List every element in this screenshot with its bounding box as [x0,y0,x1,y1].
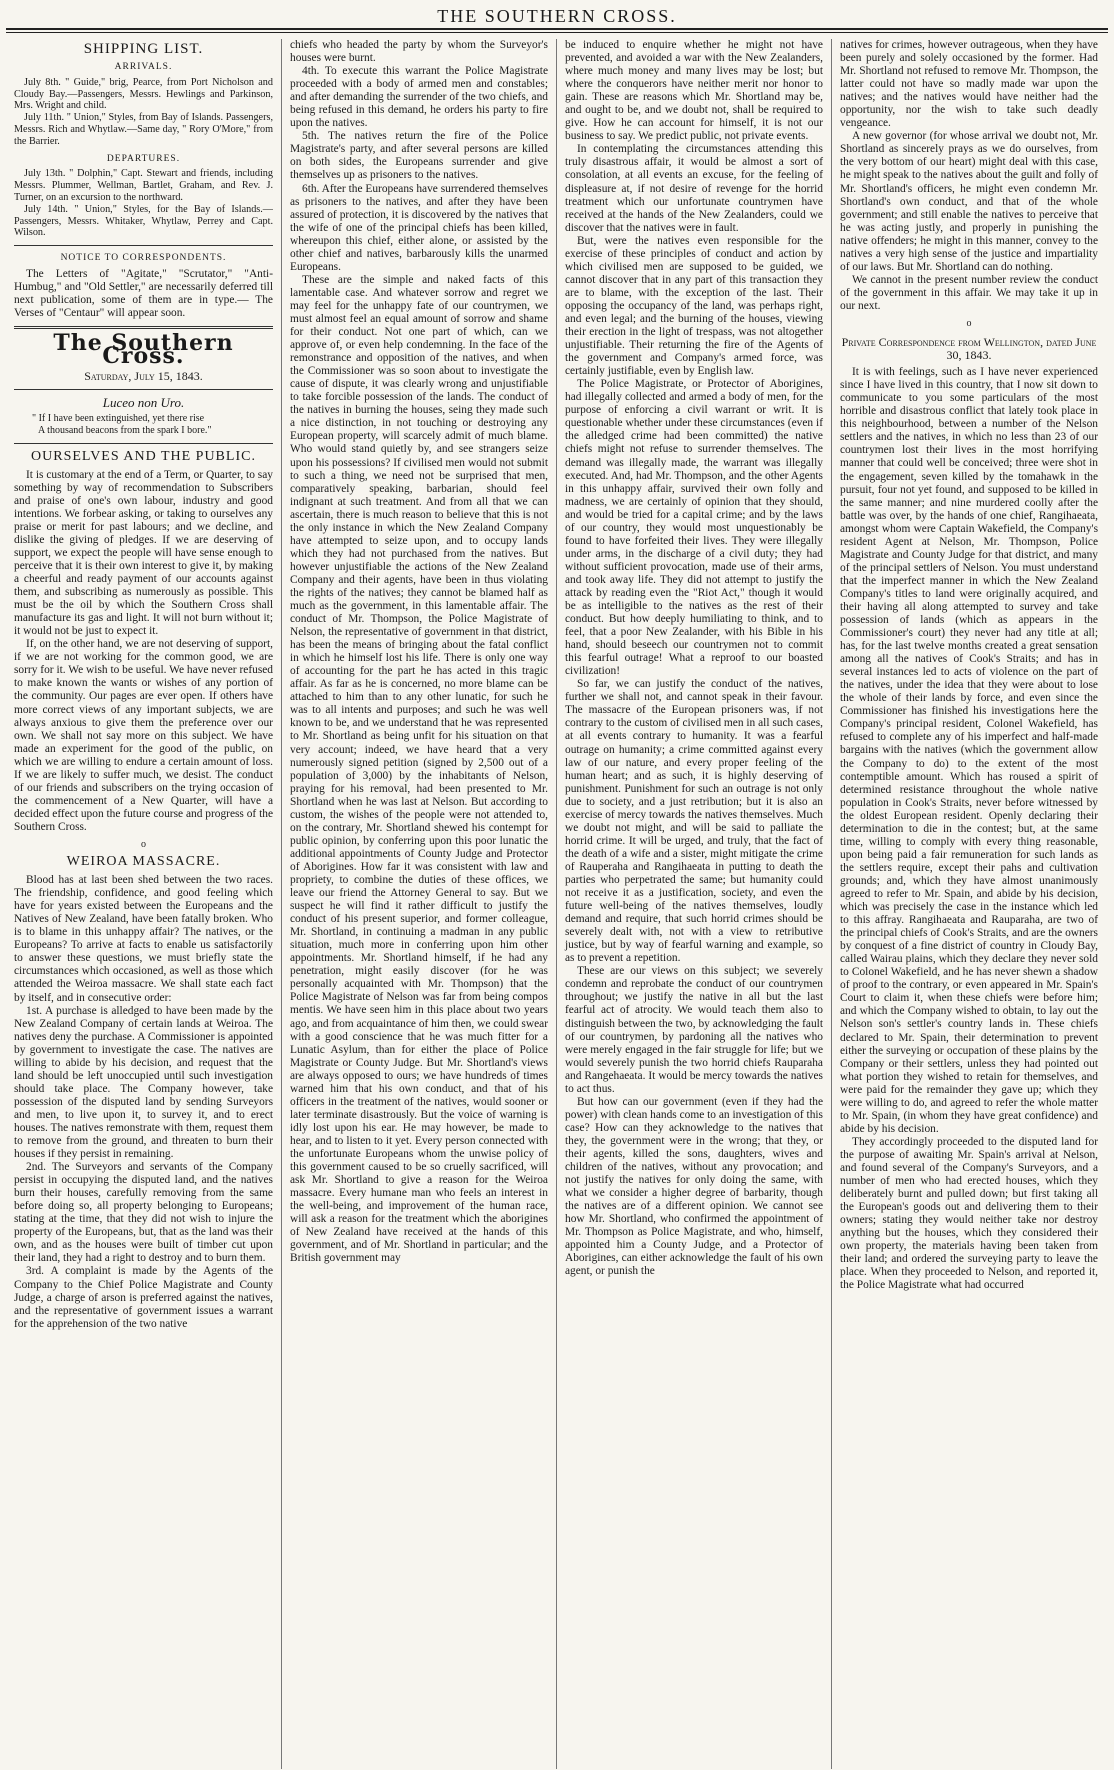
article-paragraph: Blood has at last been shed between the two races. The friendship, confidence, and good feeling which have for years existed between the Europeans and the Natives of New Zealand, have been fatally broken. Who is to blame in this unhappy affair? The natives, or the Europeans? To arrive at facts to enable us satisfactorily to answer these questions, we must briefly state the circumstances which occasioned, as well as those which attended the Weiroa massacre. We shall state each fact by itself, and in consecutive order: [14,874,273,1004]
departure-entry: July 13th. " Dolphin," Capt. Stewart and friends, including Messrs. Plummer, Wellman, Bartlet, Graham, and Rev. J. Turner, on an excursion to the northward. [14,168,273,204]
departures-title: DEPARTURES. [106,153,181,164]
section-ornament: o [966,317,972,329]
notice-text: The Letters of "Agitate," "Scrutator," "Anti-Humbug," and "Old Settler," are necessarily deferred till next publication, some of them are in type.— The Verses of "Centaur" will appear soon. [14,268,273,320]
article-paragraph: 1st. A purchase is alledged to have been made by the New Zealand Company of certain lands at Weiroa. The natives deny the purchase. A Commissioner is appointed by government to investigate the case. The natives are willing to abide by his decision, and request that the land should be left unoccupied until such investigation should take place. The Company however, take possession of the disputed land by sending Surveyors and men, to live upon it, to survey it, and to erect houses. The natives remonstrate with them, request them to remove from the ground, and threaten to burn their houses if they persist in remaining. [14,1004,273,1161]
article-paragraph: 5th. The natives return the fire of the Police Magistrate's party, and after several persons are killed on both sides, the Europeans surrender and give themselves up as prisoners to the natives. [290,130,548,182]
article-paragraph: 6th. After the Europeans have surrendered themselves as prisoners to the natives, and after they have been assured of protection, it is discovered by the natives that the wife of one of the principal chiefs has been killed, whereupon this chief, either alone, or assisted by the other chief and natives, barbarously kills the unarmed Europeans. [290,182,548,273]
article-paragraph: The Police Magistrate, or Protector of Aborigines, had illegally collected and armed a body of men, for the purpose of enforcing a civil warrant or writ. It is questionable whether under these circumstances (even if the alledged crime had been committed) the native chiefs might not refuse to surrender themselves. The demand was illegally made, the warrant was illegally executed. And, had Mr. Thompson, and the other Agents in this unhappy affair, survived their own folly and madness, we are certainly of opinion that they should, and would be tried for a capital crime; and by the laws of our country, they would most unquestionably be found to have forfeited their lives. They were illegally under arms, in the discharge of a civil duty; they had without sufficient provocation, made use of their arms, and took away life. They did not attempt to justify the attack by reading even the "Riot Act," though it would be as intelligible to the natives as the rest of their conduct. But how deeply humiliating to think, and to feel, that a poor New Zealander, with his Bible in his hand, should beseech our countrymen not to commit this fearful outrage! What a reproof to our boasted civilization! [565,378,823,678]
article-paragraph: These are our views on this subject; we severely condemn and reprobate the conduct of our countrymen throughout; we justify the native in all but the last fearful act of atrocity. We would teach them also to distinguish between the two, by acknowledging the fault of our countrymen, by pardoning all the natives who were merely engaged in the fair struggle for life; but we would severely punish the two horrid chiefs Rauparaha and Rangehaeata. It would be mercy towards the natives to act thus. [565,965,823,1095]
column-1 [6,39,281,1769]
verse-line: A thousand beacons from the spark I bore." [38,424,212,436]
divider [14,443,273,444]
article-paragraph: We cannot in the present number review the conduct of the government in this affair. We may take it up in our next. [840,273,1098,312]
masthead-rule [6,28,1108,33]
article-paragraph: A new governor (for whose arrival we doubt not, Mr. Shortland as sincerely prays as we do ourselves, from the very bottom of our heart) might deal with this case, he might speak to the natives about the guilt and folly of Mr. Shortland's officers, he might even condemn Mr. Shortland's own conduct, and that of the whole government; and still enable the natives to perceive that he was acting justly, and properly in punishing the native offenders; he might in this manner, convey to the natives a very high sense of the justice and impartiality of our laws. But Mr. Shortland can do nothing. [840,130,1098,273]
verse [14,413,273,437]
paper-title: The Southern Cross. [53,330,234,370]
shipping-list-title: SHIPPING LIST. [83,41,204,57]
verse-line: " If I have been extinguished, yet there rise [32,412,205,424]
article-paragraph: So far, we can justify the conduct of the natives, further we shall not, and cannot speak in their favour. The massacre of the European prisoners was, if not contrary to the custom of civilised men in all such cases, at all events contrary to humanity. It was a fearful outrage on humanity; a crime committed against every law of our nature, and every proper feeling of the human heart; and as such, it is highly deserving of punishment. Punishment for such an outrage is not only due to society, and a just retribution; but it is also an exercise of mercy towards the natives themselves. Much we doubt not might, and will be said to palliate the horrid crime. It will be urged, and truly, that the fact of the death of a wife and a sister, might mitigate the crime of Rauperaha and Rangihaeata in putting to death the parties who perpetrated the same; but humanity could not receive it as a justification, society, and even the future well-being of the natives themselves, loudly demand and require, that such horrid crimes should be severely dealt with, not with a view to retributive justice, but by way of fearful warning and example, so as to prevent a repetition. [565,678,823,965]
article-paragraph: It is with feelings, such as I have never experienced since I have lived in this country, that I now sit down to communicate to you some particulars of the most horrible and disastrous conflict that lately took place in this neighbourhood, between a number of the Nelson settlers and the natives, in which no less than 23 of our countrymen lost their lives in the most horrifying manner that could well be conceived; three were shot in the engagement, seven killed by the tomahawk in the pursuit, four not yet found, and supposed to be killed in the same manner; and nine murdered coolly after the battle was over, by the hands of one chief, Rangihaeata, amongst whom were Captain Wakefield, the Company's resident Agent at Nelson, Mr. Thompson, Police Magistrate and County Judge for that district, and many of the principal settlers of Nelson. You must understand that the imperfect manner in which the New Zealand Company's titles to land were originally acquired, and their having all along attempted to survey and take possession of lands (which as appears in the Commissioner's court) they never had any title at all; has, for the last twelve months created a great sensation among all the natives of Cook's Straits; and has in several instances led to acts of violence on the part of the natives, under the idea that they were about to lose the whole of their lands by force, and even since the Commissioner has finished his investigations here the Company's principal resident, Colonel Wakefield, has refused to complete any of his imperfect and half-made bargains with the natives (which the government allow the Company to do) to the extent of the most contemptible amount. Which has roused a spirit of determined resistance throughout the whole native population in Cook's Straits, never before witnessed by the oldest European resident. Openly declaring their determination to die in the contest; but, at the same time, willing to comply with every thing reasonable, upon being paid a fair remuneration for such lands as the settlers require, except their pahs and cultivation grounds; and, which they have almost unanimously agreed to refer to Mr. Spain, and abide by his decision, which was precisely the case in the instance which led to this affray. Rangihaeata and Rauparaha, are two of the principal chiefs of Cook's Straits, and are the owners by conquest of a fine district of country in Cloudy Bay, called Wairau plains, which they declare they never sold to Colonel Wakefield, and he has never shewn a shadow of proof to the contrary, or even appeared in Mr. Spain's Court to claim it, when these chiefs were before him; and which the Company wished to obtain, to lay out the Nelson son's settler's country lands in. These chiefs declared to Mr. Spain, their determination to prevent either the surveying or occupation of these plains by the Company or their settlers, unless they had pointed out what portion they wished to retain for themselves, and were paid for the remainder they gave up; which they were willing to do, and agreed to refer the whole matter to Mr. Spain, (in whom they have great confidence) and abide by his decision. [840,366,1098,1135]
article-paragraph: They accordingly proceeded to the disputed land for the purpose of awaiting Mr. Spain's arrival at Nelson, and found several of the Company's Surveyors, and a number of men who had erected houses, which they deliberately burnt and pulled down; but first taking all the European's goods out and delivering them to their owners; stating they would neither take nor destroy anything but the houses, which they considered their own property, the materials having been taken from their land; and ordered the surveying party to leave the place. When they proceeded to Nelson, and reported it, the Police Magistrate what had occurred [840,1135,1098,1292]
column-4 [831,39,1106,1769]
weiroa-title: WEIROA MASSACRE. [66,854,221,870]
columns [6,39,1108,1769]
article-paragraph: natives for crimes, however outrageous, when they have been purely and solely occasioned by the former. Had Mr. Shortland not refused to remove Mr. Thompson, the latter could not have so madly made war upon the natives; and the natives would have neither had the opportunity, nor the wish to take such deadly vengeance. [840,39,1098,130]
article-paragraph: be induced to enquire whether he might not have prevented, and avoided a war with the New Zealanders, where much money and many lives may be lost; but where the conquerors have neither merit nor honor to gain. These are reasons which Mr. Shortland may be, and ought to be, and we doubt not, shall be required to give. How he can account for himself, it is not our business to say. We predict public, not private events. [565,39,823,143]
divider [14,326,273,329]
article-paragraph: 4th. To execute this warrant the Police Magistrate proceeded with a body of armed men and constables; and after demanding the surrender of the two chiefs, and being refused in this demand, he orders his party to fire upon the natives. [290,65,548,130]
article-paragraph: 2nd. The Surveyors and servants of the Company persist in occupying the disputed land, and the natives burn their houses, carefully removing from the same before doing so, all property belonging to Europeans; stating at the time, that they did not wish to injure the property of the Europeans, but, that as the land was their own, and as the houses were built of timber cut upon their land, they had a right to destroy and to burn them. [14,1161,273,1265]
article-paragraph: It is customary at the end of a Term, or Quarter, to say something by way of recommendation to Subscribers and praise of one's own labour, industry and good intentions. We forbear asking, or taking to ourselves any praise or merit for past labours; and we decline, and dislike the giving of pledges. If we are deserving of support, we expect the people will have sense enough to perceive that it is their own interest to give it, by making a cheerful and ready payment of our accounts against them, and subscribing as numerously as possible. This must be the oil by which the Southern Cross shall manufacture its gas and light. It will not burn without it; it would not be just to expect it. [14,468,273,638]
column-3 [556,39,831,1769]
article-paragraph: But how can our government (even if they had the power) with clean hands come to an investigation of this case? How can they acknowledge to the natives that they, the government were in the wrong; that they, or their agents, killed the sons, daughters, wives and children of the natives, without any provocation; and not justify the natives for only doing the same, with what we consider a higher degree of barbarity, though the natives are of a different opinion. We cannot see how Mr. Shortland, who confirmed the appointment of Mr. Thompson as Police Magistrate, and who, himself, appointed him a County Judge, and a Protector of Aborigines, can either acknowledge the fault of his own agent, or punish the [565,1095,823,1278]
arrivals-title: ARRIVALS. [114,62,173,73]
shipping-list [14,62,273,239]
column-2 [281,39,556,1769]
dateline: Saturday, July 15, 1843. [84,368,203,383]
ourselves-title: OURSELVES AND THE PUBLIC. [31,448,256,464]
divider [14,245,273,246]
notice-title: NOTICE TO CORRESPONDENTS. [60,253,227,264]
departure-entry: July 14th. " Union," Styles, for the Bay of Islands.—Passengers, Messrs. Whitaker, Whytlaw, Perrey and Capt. Wilson. [14,203,273,239]
article-paragraph: These are the simple and naked facts of this lamentable case. And whatever sorrow and regret we may feel for the unhappy fate of our countrymen, we must almost feel an equal amount of sorrow and shame for their conduct. Not one part of which, can we approve of, or even help condemning. In the face of the remonstrance and opposition of the natives, and when the Commissioner was so soon about to investigate the cause of dispute, it was clearly wrong and unjustifiable to take forcible possession of the lands. The conduct of the natives in burning the houses, seing they made such a nice distinction, in not touching or destroying any European property, will scarcely admit of much blame. Who would stand quietly by, and see strangers seize upon his possessions? If civilised men would not submit to such a thing, we need not be surprised that men, comparatively speaking, barbarian, should feel indignant at such treatment. And from all that we can ascertain, there is much reason to believe that this is not the only instance in which the New Zealand Company have attempted to seize upon, and to occupy lands which they had not purchased from the natives. But however unjustifiable the actions of the New Zealand Company and their agents, have been in thus violating the rights of the natives; they cannot be blamed half as much as the government, in this lamentable affair. The conduct of Mr. Thompson, the Police Magistrate of Nelson, the representative of government in that district, has been the means of bringing about the fatal conflict in which he himself lost his life. There is only one way of accounting for the part he has acted in this tragic affair. As far as he is concerned, no more blame can be attached to him than to any other lunatic, for such he was to all intents and purposes; and such he was well known to be, and we understand that he was represented to Mr. Shortland as being unfit for his situation on that very account; indeed, we have heard that a very numerously signed petition (signed by 2,500 out of a population of 3,000) by the inhabitants of Nelson, praying for his removal, had been presented to Mr. Shortland when he was last at Nelson. But according to custom, the wishes of the people were not attended to, on the contrary, Mr. Shortland shewed his contempt for public opinion, by conferring upon this poor lunatic the additional appointments of County Judge and Protector of Aborigines. How far it was consistent with law and propriety, to combine the duties of these offices, we leave our friend the Attorney General to say. But we suspect he will find it rather difficult to justify the conduct of his present superior, and former colleague, Mr. Shortland, in continuing a madman in any public situation, much more in conferring upon him other appointments. Mr. Shortland himself, if he had any penetration, might easily discover (for he was personally acquainted with Mr. Thompson) that the Police Magistrate of Nelson was far from being compos mentis. We have seen him in this place about two years ago, and from acquaintance of him then, we could swear with a good conscience that he was much fitter for a Lunatic Asylum, than for either the place of Police Magistrate or County Judge. But Mr. Shortland's views are always opposed to ours; we have hundreds of times warned him that his own conduct, and that of his officers in the treatment of the natives, would sooner or later terminate disastrously. But the voice of warning is idly lost upon his ear. He may however, be made to hear, and to listen to it yet. Every person connected with the unfortunate Europeans whom the unwise policy of this government caused to be so cruelly sacrificed, will ask Mr. Shortland to give a reason for the Weiroa massacre. Every humane man who feels an interest in the well-being, and improvement of the human race, will ask a reason for the treatment which the aborigines of New Zealand have received at the hands of this government, and of Mr. Shortland in particular; and the British government may [290,273,548,1265]
arrival-entry: July 11th. " Union," Styles, from Bay of Islands. Passengers, Messrs. Rich and Whytlaw.—Same day, " Rory O'More," from the Barrier. [14,112,273,147]
section-ornament: o [141,838,146,850]
arrival-entry: July 8th. " Guide," brig, Pearce, from Port Nicholson and Cloudy Bay.—Passengers, Messrs. Hewlings and Parkinson, Mrs. Wright and child. [14,76,273,112]
motto: Luceo non Uro. [102,394,185,410]
article-paragraph: If, on the other hand, we are not deserving of support, if we are not working for the common good, we are sorry for it. We wish to be useful. We have never refused to make known the wants or wishes of any portion of the community. Our pages are ever open. If others have more correct views of any important subjects, we are always anxious to give them the preference over our own. We shall not say more on this subject. We have made an experiment for the good of the public, on which we are willing to endure a certain amount of loss. If we are likely to suffer much, we desist. The conduct of our friends and subscribers on the trying occasion of the commencement of a New Quarter, will have a decided effect upon the future course and progress of the Southern Cross. [14,638,273,833]
correspondence-title: Private Correspondence from Wellington, dated June 30, 1843. [841,335,1097,363]
article-paragraph: chiefs who headed the party by whom the Surveyor's houses were burnt. [290,39,548,65]
article-paragraph: But, were the natives even responsible for the exercise of these principles of conduct and action by which civilised men are supposed to be guided, we cannot discover that in any part of this transaction they are to blame, with the exception of the last. Their opposing the occupancy of the land, was perhaps right, and even legal; and the burning of the houses, viewing their erection in the light of trespass, was not altogether unjustifiable. Their returning the fire of the Agents of the government and Company's armed force, was certainly justifiable, even by English law. [565,234,823,378]
article-paragraph: In contemplating the circumstances attending this truly disastrous affair, it would be almost a sort of consolation, at all events an excuse, for the feeling of displeasure at, if not desire of revenge for the horrid treatment which our unfortunate countrymen have received at the hands of the New Zealanders, could we discover that the natives were in fault. [565,143,823,234]
masthead: THE SOUTHERN CROSS. [437,6,677,26]
article-paragraph: 3rd. A complaint is made by the Agents of the Company to the Chief Police Magistrate and County Judge, a charge of arson is preferred against the natives, and the representative of government issues a warrant for the apprehension of the two native [14,1265,273,1330]
divider [14,389,273,390]
